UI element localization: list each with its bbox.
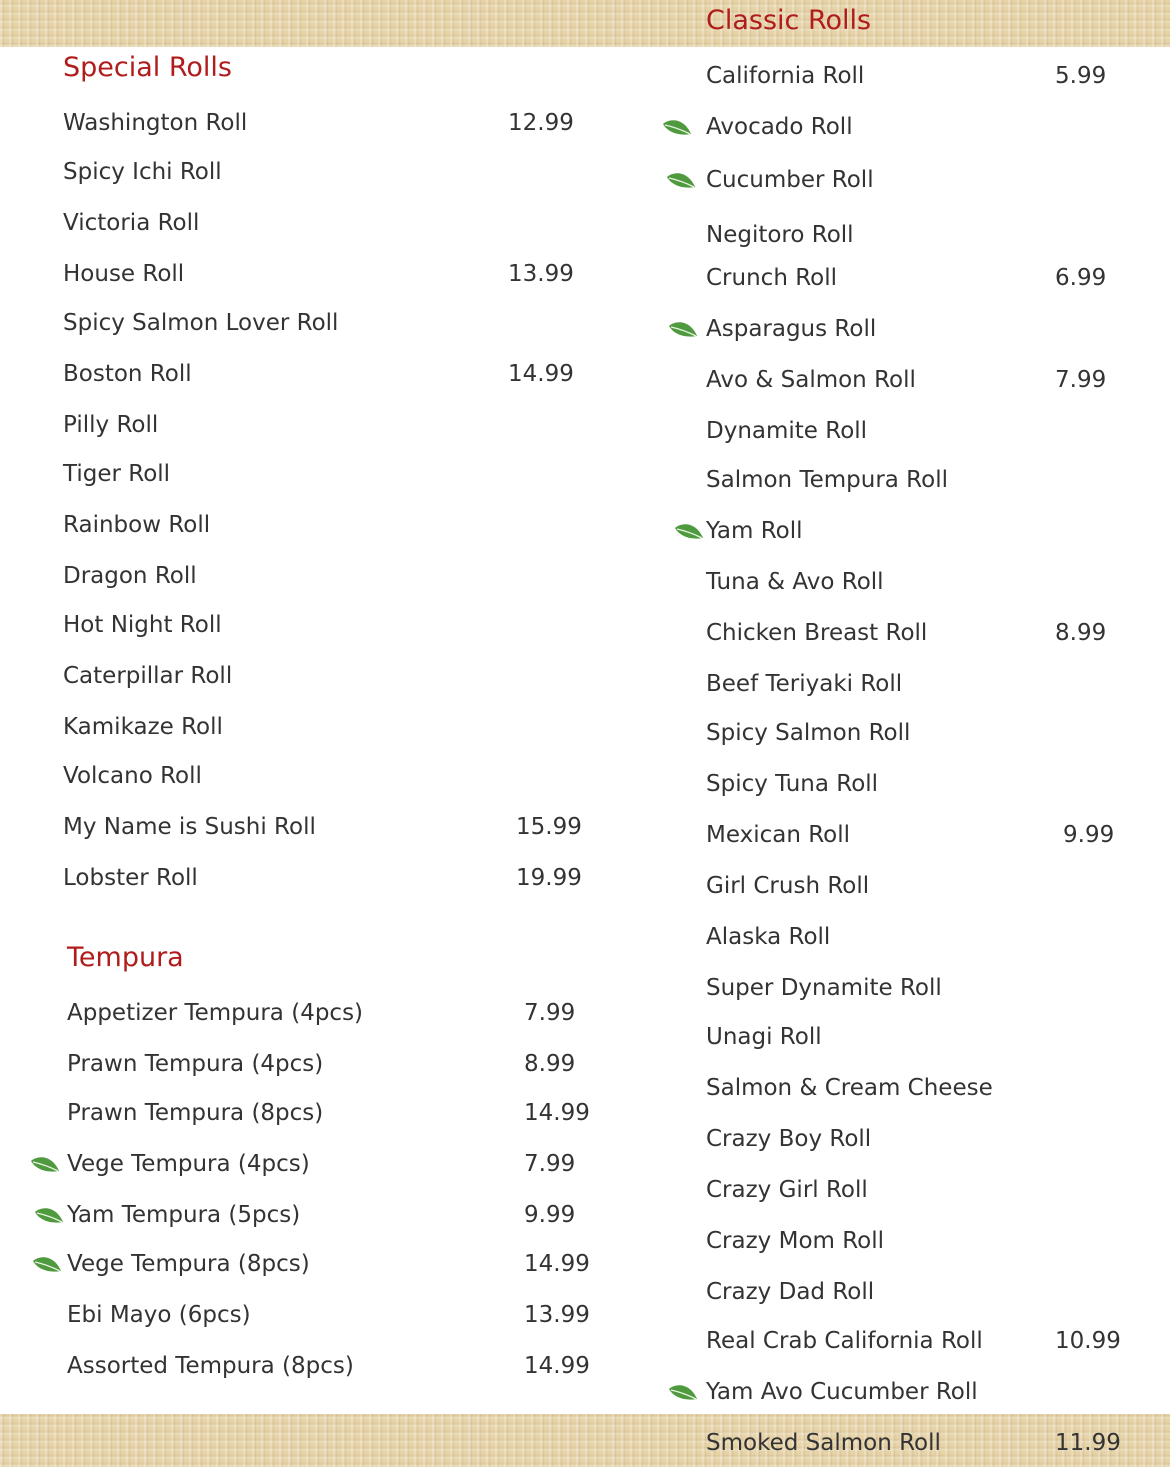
top-texture-band: [0, 0, 1170, 47]
classic_rolls-item-name: Avocado Roll: [706, 114, 853, 140]
special_rolls-item-name: Pilly Roll: [63, 412, 159, 438]
special_rolls-item-price: 13.99: [508, 261, 574, 287]
classic_rolls-item-price: 9.99: [1063, 822, 1115, 848]
special_rolls-item-name: Washington Roll: [63, 110, 248, 136]
classic_rolls-item-name: Girl Crush Roll: [706, 873, 870, 899]
classic_rolls-item-name: Spicy Tuna Roll: [706, 771, 879, 797]
leaf-icon: [668, 321, 698, 339]
special-rolls-heading: Special Rolls: [63, 52, 233, 83]
leaf-icon: [34, 1207, 64, 1225]
special_rolls-item-name: House Roll: [63, 261, 185, 287]
classic_rolls-item-name: Mexican Roll: [706, 822, 851, 848]
special_rolls-item-name: Spicy Ichi Roll: [63, 159, 222, 185]
classic_rolls-item-price: 8.99: [1055, 620, 1107, 646]
special_rolls-item-name: Kamikaze Roll: [63, 714, 223, 740]
special_rolls-item-name: Dragon Roll: [63, 563, 197, 589]
tempura-item-price: 8.99: [524, 1051, 576, 1077]
classic_rolls-item-name: Yam Avo Cucumber Roll: [706, 1379, 978, 1405]
classic_rolls-item-price: 10.99: [1055, 1328, 1121, 1354]
classic_rolls-item-name: Asparagus Roll: [706, 316, 877, 342]
classic_rolls-item-name: California Roll: [706, 63, 865, 89]
special_rolls-item-name: Hot Night Roll: [63, 612, 222, 638]
special_rolls-item-name: Rainbow Roll: [63, 512, 211, 538]
classic_rolls-item-name: Cucumber Roll: [706, 167, 874, 193]
tempura-item-price: 7.99: [524, 1151, 576, 1177]
special_rolls-item-name: Tiger Roll: [63, 461, 171, 487]
bottom-texture-band: [0, 1414, 1170, 1467]
tempura-item-name: Vege Tempura (4pcs): [67, 1151, 310, 1177]
classic_rolls-item-name: Crazy Girl Roll: [706, 1177, 868, 1203]
tempura-item-price: 14.99: [524, 1353, 590, 1379]
classic_rolls-item-name: Smoked Salmon Roll: [706, 1430, 941, 1456]
tempura-item-price: 13.99: [524, 1302, 590, 1328]
classic_rolls-item-name: Crunch Roll: [706, 265, 838, 291]
special_rolls-item-name: Spicy Salmon Lover Roll: [63, 310, 339, 336]
tempura-item-name: Assorted Tempura (8pcs): [67, 1353, 354, 1379]
classic_rolls-item-name: Real Crab California Roll: [706, 1328, 983, 1354]
classic_rolls-item-name: Yam Roll: [706, 518, 803, 544]
classic_rolls-item-name: Crazy Dad Roll: [706, 1279, 875, 1305]
tempura-item-name: Appetizer Tempura (4pcs): [67, 1000, 364, 1026]
special_rolls-item-price: 12.99: [508, 110, 574, 136]
leaf-icon: [30, 1156, 60, 1174]
classic_rolls-item-price: 6.99: [1055, 265, 1107, 291]
classic_rolls-item-name: Chicken Breast Roll: [706, 620, 928, 646]
tempura-item-price: 14.99: [524, 1251, 590, 1277]
tempura-item-name: Prawn Tempura (4pcs): [67, 1051, 324, 1077]
classic-rolls-heading: Classic Rolls: [706, 5, 872, 36]
tempura-heading: Tempura: [67, 942, 184, 973]
classic_rolls-item-name: Alaska Roll: [706, 924, 831, 950]
leaf-icon: [668, 1384, 698, 1402]
classic_rolls-item-name: Salmon Tempura Roll: [706, 467, 948, 493]
special_rolls-item-price: 15.99: [516, 814, 582, 840]
classic_rolls-item-name: Salmon & Cream Cheese: [706, 1075, 993, 1101]
classic_rolls-item-name: Unagi Roll: [706, 1024, 822, 1050]
classic_rolls-item-price: 11.99: [1055, 1430, 1121, 1456]
leaf-icon: [662, 119, 692, 137]
classic_rolls-item-name: Tuna & Avo Roll: [706, 569, 884, 595]
tempura-item-price: 14.99: [524, 1100, 590, 1126]
leaf-icon: [666, 172, 696, 190]
special_rolls-item-price: 14.99: [508, 361, 574, 387]
classic_rolls-item-name: Avo & Salmon Roll: [706, 367, 916, 393]
classic_rolls-item-name: Dynamite Roll: [706, 418, 868, 444]
classic_rolls-item-name: Crazy Boy Roll: [706, 1126, 872, 1152]
classic_rolls-item-name: Super Dynamite Roll: [706, 975, 942, 1001]
special_rolls-item-name: Victoria Roll: [63, 210, 200, 236]
tempura-item-name: Yam Tempura (5pcs): [67, 1202, 301, 1228]
classic_rolls-item-price: 5.99: [1055, 63, 1107, 89]
classic_rolls-item-price: 7.99: [1055, 367, 1107, 393]
tempura-item-name: Vege Tempura (8pcs): [67, 1251, 310, 1277]
special_rolls-item-name: Lobster Roll: [63, 865, 198, 891]
special_rolls-item-name: Volcano Roll: [63, 763, 202, 789]
special_rolls-item-price: 19.99: [516, 865, 582, 891]
tempura-item-price: 9.99: [524, 1202, 576, 1228]
tempura-item-name: Ebi Mayo (6pcs): [67, 1302, 251, 1328]
special_rolls-item-name: Boston Roll: [63, 361, 192, 387]
leaf-icon: [32, 1256, 62, 1274]
classic_rolls-item-name: Spicy Salmon Roll: [706, 720, 911, 746]
leaf-icon: [674, 523, 704, 541]
tempura-item-price: 7.99: [524, 1000, 576, 1026]
tempura-item-name: Prawn Tempura (8pcs): [67, 1100, 324, 1126]
classic_rolls-item-name: Crazy Mom Roll: [706, 1228, 885, 1254]
special_rolls-item-name: My Name is Sushi Roll: [63, 814, 316, 840]
classic_rolls-item-name: Beef Teriyaki Roll: [706, 671, 903, 697]
classic_rolls-item-name: Negitoro Roll: [706, 222, 854, 248]
special_rolls-item-name: Caterpillar Roll: [63, 663, 233, 689]
